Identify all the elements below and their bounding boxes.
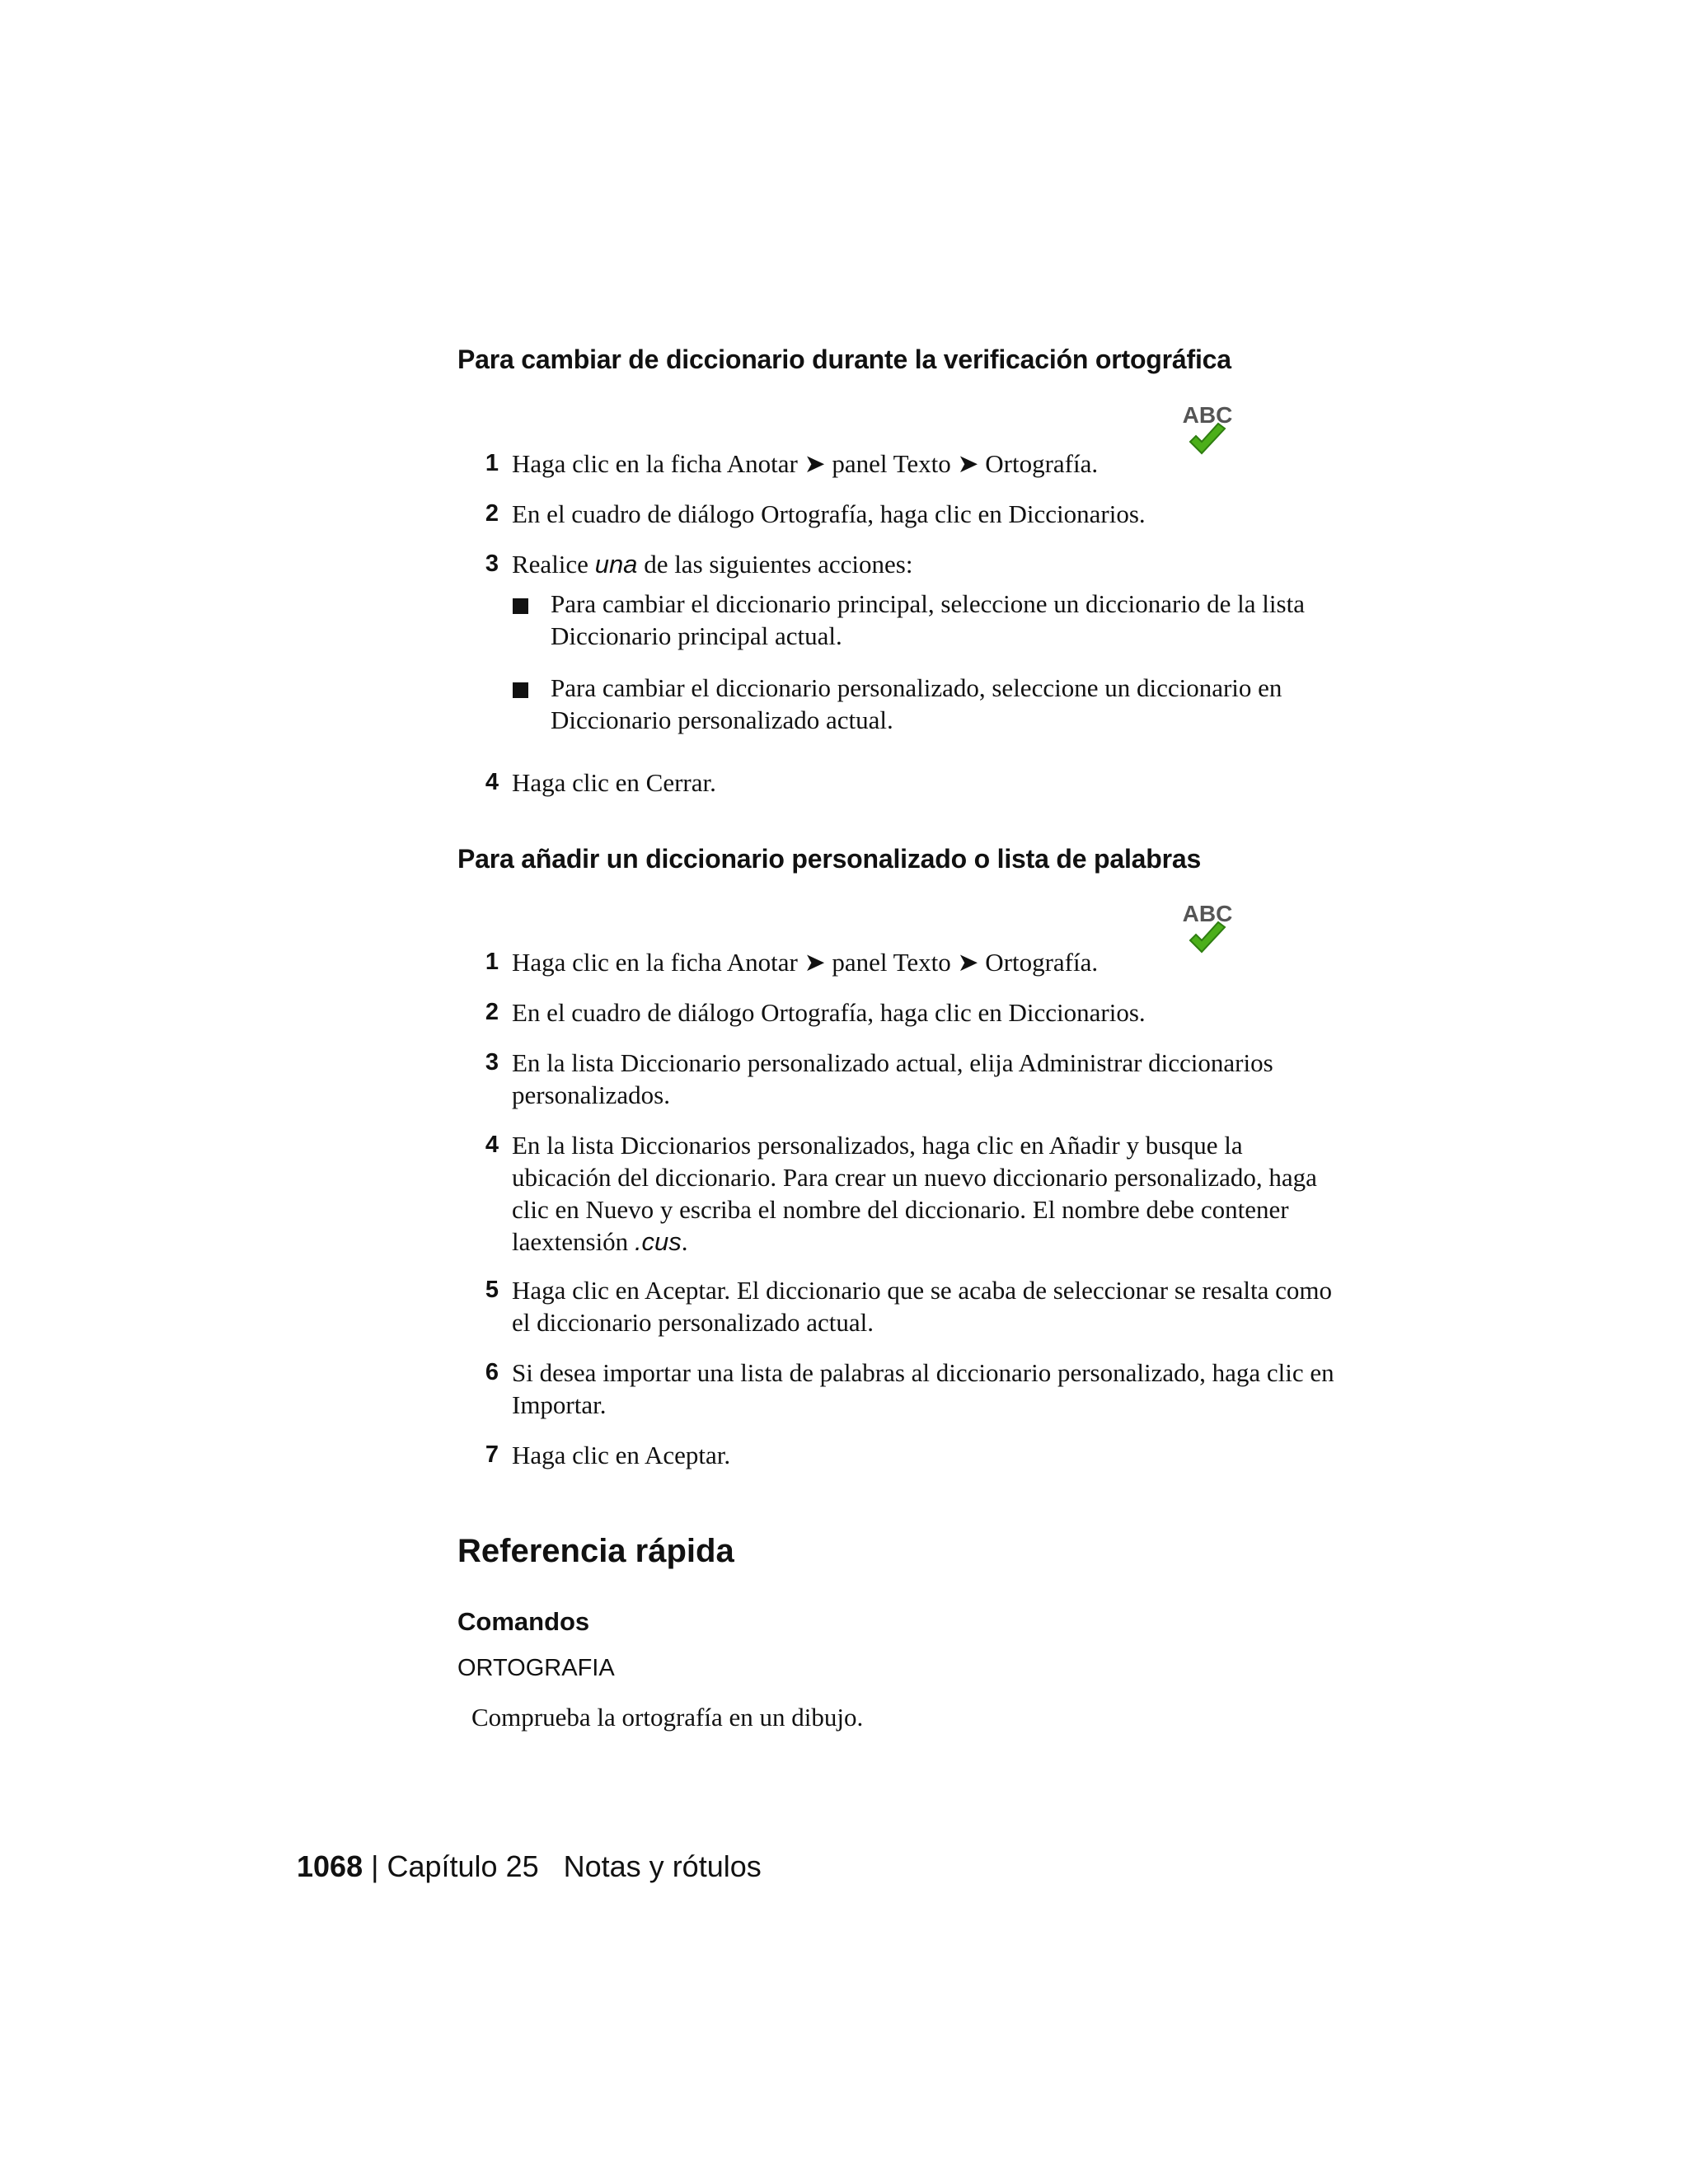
subsection-title-commands: Comandos	[457, 1607, 590, 1636]
abc-letters: ABC	[1182, 402, 1233, 428]
step-4	[457, 1129, 1348, 1258]
step-3	[457, 1047, 1348, 1111]
section-title-quick-reference: Referencia rápida	[457, 1533, 734, 1569]
step-text: Haga clic en Aceptar. El diccionario que se acaba de seleccionar se resalta como el diccionario personalizado actual.	[512, 1276, 1332, 1337]
step-number: 4	[485, 769, 499, 795]
bullet-text: Para cambiar el diccionario personalizado, seleccione un diccionario en Diccionario personalizado actual.	[551, 673, 1282, 734]
step-2	[457, 498, 1348, 530]
step-text: Haga clic en Aceptar.	[512, 1441, 731, 1469]
step-text: Haga clic en Cerrar.	[512, 768, 716, 797]
step-text: En la lista Diccionario personalizado actual, elija Administrar diccionarios personalizados.	[512, 1048, 1273, 1109]
step-text: En el cuadro de diálogo Ortografía, haga clic en Diccionarios.	[512, 998, 1146, 1027]
step-number: 2	[485, 500, 499, 527]
step-text: Haga clic en la ficha Anotar ➤ panel Texto ➤ Ortografía.	[512, 449, 1099, 478]
check-mark	[1190, 424, 1225, 453]
page-number: 1068	[297, 1849, 363, 1883]
bullet-square-icon	[513, 682, 528, 698]
spell-check-icon	[1170, 402, 1245, 468]
step-number: 7	[485, 1441, 499, 1468]
chapter-number: Capítulo 25	[387, 1849, 539, 1883]
spell-check-icon	[1170, 901, 1245, 967]
step-number: 6	[485, 1359, 499, 1385]
footer-separator: |	[371, 1849, 379, 1883]
step-number: 3	[485, 551, 499, 577]
emphasis: una	[594, 550, 638, 579]
step-2	[457, 996, 1348, 1029]
step-number: 1	[485, 949, 499, 975]
abc-letters: ABC	[1182, 901, 1233, 926]
bullet-square-icon	[513, 598, 528, 614]
step-number: 4	[485, 1132, 499, 1158]
bullet-item	[511, 672, 1343, 736]
emphasis: .cus	[634, 1227, 682, 1256]
step-number: 1	[485, 450, 499, 476]
procedure-title-add-dictionary: Para añadir un diccionario personalizado o lista de palabras	[457, 844, 1202, 874]
command-name: ORTOGRAFIA	[457, 1655, 615, 1681]
step-number: 5	[485, 1277, 499, 1303]
page-footer	[297, 1849, 762, 1884]
chapter-title: Notas y rótulos	[563, 1849, 762, 1883]
step-number: 3	[485, 1049, 499, 1076]
step-3	[457, 548, 1348, 580]
step-number: 2	[485, 999, 499, 1025]
bullet-text: Para cambiar el diccionario principal, seleccione un diccionario de la lista Diccionario principal actual.	[551, 589, 1305, 650]
step-5	[457, 1274, 1348, 1338]
step-text: Haga clic en la ficha Anotar ➤ panel Texto ➤ Ortografía.	[512, 948, 1099, 977]
step-text: Si desea importar una lista de palabras al diccionario personalizado, haga clic en Importar.	[512, 1358, 1334, 1419]
bullet-item	[511, 588, 1343, 652]
command-description: Comprueba la ortografía en un dibujo.	[471, 1703, 864, 1732]
step-text: Realice una de las siguientes acciones:	[512, 550, 913, 579]
step-text: En la lista Diccionarios personalizados, haga clic en Añadir y busque la ubicación del diccionario. Para crear un nuevo diccionario personalizado, haga clic en Nuevo y escriba el nombre del diccionario. El nombre debe contener laextensión .cus.	[512, 1131, 1317, 1256]
step-text: En el cuadro de diálogo Ortografía, haga clic en Diccionarios.	[512, 499, 1146, 528]
step-6	[457, 1357, 1348, 1421]
step-4	[457, 766, 1348, 799]
step-7	[457, 1439, 1348, 1471]
procedure-title-change-dictionary: Para cambiar de diccionario durante la verificación ortográfica	[457, 344, 1231, 374]
check-mark	[1190, 922, 1225, 952]
